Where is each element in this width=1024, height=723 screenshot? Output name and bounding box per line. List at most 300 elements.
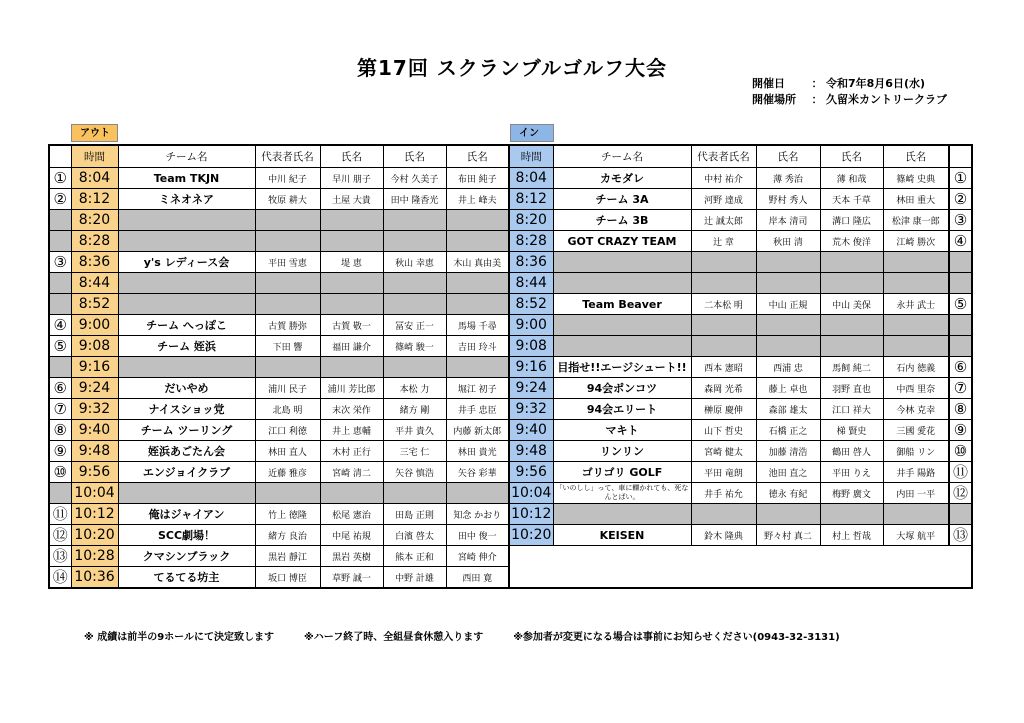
out-player-2: 緒方 剛 bbox=[383, 399, 446, 420]
out-group-mark: ⑭ bbox=[49, 567, 71, 589]
in-group-mark: ⑥ bbox=[949, 357, 972, 378]
out-player-2: 三宅 仁 bbox=[383, 441, 446, 462]
out-group-mark: ⑦ bbox=[49, 399, 71, 420]
in-player-2: 梅野 廣文 bbox=[820, 483, 883, 504]
out-player-3 bbox=[446, 294, 509, 315]
out-group-mark bbox=[49, 273, 71, 294]
out-representative: 平田 雪恵 bbox=[255, 252, 320, 273]
in-player-1 bbox=[756, 336, 820, 357]
in-tee-time: 8:44 bbox=[509, 273, 553, 294]
out-tee-time: 8:28 bbox=[71, 231, 118, 252]
out-team-name: チーム へっぽこ bbox=[118, 315, 255, 336]
out-representative bbox=[255, 294, 320, 315]
in-group-mark: ⑪ bbox=[949, 462, 972, 483]
out-player-3 bbox=[446, 231, 509, 252]
out-player-2: 矢谷 慎浩 bbox=[383, 462, 446, 483]
in-player-3 bbox=[883, 315, 949, 336]
out-tee-time: 8:44 bbox=[71, 273, 118, 294]
table-row bbox=[49, 378, 972, 399]
in-team-name: 94会エリート bbox=[553, 399, 691, 420]
in-player-1: 西浦 忠 bbox=[756, 357, 820, 378]
header-team-out: チーム名 bbox=[118, 145, 255, 168]
empty-cell bbox=[756, 546, 820, 567]
out-tee-time: 9:24 bbox=[71, 378, 118, 399]
table-header-row bbox=[49, 145, 972, 168]
out-player-2: 平井 貴久 bbox=[383, 420, 446, 441]
out-representative: 古賀 勝弥 bbox=[255, 315, 320, 336]
in-representative bbox=[691, 252, 756, 273]
out-team-name bbox=[118, 273, 255, 294]
header-name-out-3: 氏名 bbox=[446, 145, 509, 168]
header-rep-in: 代表者氏名 bbox=[691, 145, 756, 168]
in-tee-time: 9:24 bbox=[509, 378, 553, 399]
empty-cell bbox=[883, 567, 949, 589]
in-group-mark: ⑧ bbox=[949, 399, 972, 420]
out-player-2 bbox=[383, 273, 446, 294]
in-player-2: 村上 哲哉 bbox=[820, 525, 883, 546]
in-player-2: 天本 千草 bbox=[820, 189, 883, 210]
in-player-3: 今林 克幸 bbox=[883, 399, 949, 420]
date-label: 開催日 bbox=[752, 77, 785, 90]
in-player-3: 篠崎 史典 bbox=[883, 168, 949, 189]
out-representative: 下田 響 bbox=[255, 336, 320, 357]
out-team-name: チーム 姪浜 bbox=[118, 336, 255, 357]
out-team-name: エンジョイクラブ bbox=[118, 462, 255, 483]
table-row bbox=[49, 336, 972, 357]
out-group-mark: ④ bbox=[49, 315, 71, 336]
in-tee-time: 9:32 bbox=[509, 399, 553, 420]
in-player-1: 加藤 清浩 bbox=[756, 441, 820, 462]
in-group-mark bbox=[949, 273, 972, 294]
out-tee-time: 10:04 bbox=[71, 483, 118, 504]
in-player-3: 永井 武士 bbox=[883, 294, 949, 315]
in-player-2 bbox=[820, 336, 883, 357]
out-representative: 竹上 徳隆 bbox=[255, 504, 320, 525]
in-player-2: 溝口 隆広 bbox=[820, 210, 883, 231]
in-tee-time: 8:12 bbox=[509, 189, 553, 210]
out-player-3: 林田 貴光 bbox=[446, 441, 509, 462]
in-team-name: チーム 3A bbox=[553, 189, 691, 210]
in-player-2: 馬飼 純二 bbox=[820, 357, 883, 378]
in-player-1 bbox=[756, 273, 820, 294]
in-player-2 bbox=[820, 252, 883, 273]
out-group-mark: ③ bbox=[49, 252, 71, 273]
out-team-name: チーム ツーリング bbox=[118, 420, 255, 441]
out-player-3 bbox=[446, 273, 509, 294]
out-group-mark: ② bbox=[49, 189, 71, 210]
out-player-1 bbox=[320, 294, 383, 315]
out-team-name bbox=[118, 210, 255, 231]
in-representative: 平田 竜朗 bbox=[691, 462, 756, 483]
in-group-mark: ④ bbox=[949, 231, 972, 252]
in-player-1: 池田 直之 bbox=[756, 462, 820, 483]
out-player-3: 井手 忠臣 bbox=[446, 399, 509, 420]
out-player-2: 秋山 幸恵 bbox=[383, 252, 446, 273]
in-player-2 bbox=[820, 504, 883, 525]
in-player-2: 荒木 俊洋 bbox=[820, 231, 883, 252]
out-group-mark: ⑧ bbox=[49, 420, 71, 441]
in-player-3 bbox=[883, 504, 949, 525]
in-player-2 bbox=[820, 315, 883, 336]
in-team-name: チーム 3B bbox=[553, 210, 691, 231]
out-tee-time: 8:20 bbox=[71, 210, 118, 231]
date-colon: ： bbox=[811, 77, 823, 90]
out-representative bbox=[255, 483, 320, 504]
header-name-in-2: 氏名 bbox=[820, 145, 883, 168]
out-tee-time: 9:00 bbox=[71, 315, 118, 336]
header-rep-out: 代表者氏名 bbox=[255, 145, 320, 168]
out-player-1: 福田 謙介 bbox=[320, 336, 383, 357]
event-date bbox=[752, 76, 925, 91]
out-team-name bbox=[118, 231, 255, 252]
out-player-1: 早川 朋子 bbox=[320, 168, 383, 189]
in-representative: 榊原 慶伸 bbox=[691, 399, 756, 420]
out-player-1: 井上 恵輔 bbox=[320, 420, 383, 441]
table-row bbox=[49, 210, 972, 231]
out-group-mark bbox=[49, 357, 71, 378]
table-row bbox=[49, 504, 972, 525]
out-group-mark: ⑪ bbox=[49, 504, 71, 525]
out-tee-time: 9:16 bbox=[71, 357, 118, 378]
in-player-2: 中山 美保 bbox=[820, 294, 883, 315]
out-representative: 近藤 雅彦 bbox=[255, 462, 320, 483]
out-tee-time: 9:08 bbox=[71, 336, 118, 357]
table-row bbox=[49, 231, 972, 252]
empty-cell bbox=[949, 546, 972, 567]
out-player-1: 木村 正行 bbox=[320, 441, 383, 462]
footer-notes bbox=[84, 628, 870, 643]
empty-cell bbox=[820, 546, 883, 567]
out-player-2: 田中 隆香光 bbox=[383, 189, 446, 210]
out-tee-time: 10:36 bbox=[71, 567, 118, 589]
in-player-3: 江崎 勝次 bbox=[883, 231, 949, 252]
out-tee-time: 9:32 bbox=[71, 399, 118, 420]
in-player-1: 森部 雄太 bbox=[756, 399, 820, 420]
out-player-2: 熊本 正和 bbox=[383, 546, 446, 567]
in-player-1 bbox=[756, 252, 820, 273]
in-player-2 bbox=[820, 273, 883, 294]
in-player-3: 大塚 航平 bbox=[883, 525, 949, 546]
table-row bbox=[49, 252, 972, 273]
out-tee-time: 9:48 bbox=[71, 441, 118, 462]
out-player-3: 木山 真由美 bbox=[446, 252, 509, 273]
table-row bbox=[49, 546, 972, 567]
out-team-name: SCC劇場！ bbox=[118, 525, 255, 546]
in-group-mark: ⑦ bbox=[949, 378, 972, 399]
footer-note-2: ※ハーフ終了時、全組昼食休憩入ります bbox=[303, 632, 484, 643]
out-player-2 bbox=[383, 294, 446, 315]
in-player-3 bbox=[883, 273, 949, 294]
in-player-3: 三國 愛花 bbox=[883, 420, 949, 441]
in-representative bbox=[691, 315, 756, 336]
in-representative: 井手 祐允 bbox=[691, 483, 756, 504]
out-player-1 bbox=[320, 483, 383, 504]
in-group-mark bbox=[949, 504, 972, 525]
in-representative: 森岡 光希 bbox=[691, 378, 756, 399]
out-representative: 中川 紀子 bbox=[255, 168, 320, 189]
in-player-2: 江口 祥大 bbox=[820, 399, 883, 420]
out-tee-time: 10:28 bbox=[71, 546, 118, 567]
in-team-name: GOT CRAZY TEAM bbox=[553, 231, 691, 252]
out-player-2: 田島 正則 bbox=[383, 504, 446, 525]
place-colon: ： bbox=[811, 93, 823, 106]
date-value: 令和7年8月6日(水) bbox=[826, 77, 926, 90]
in-representative: 辻 誠太郎 bbox=[691, 210, 756, 231]
in-tee-time: 8:52 bbox=[509, 294, 553, 315]
in-tee-time: 10:20 bbox=[509, 525, 553, 546]
in-tee-time: 9:00 bbox=[509, 315, 553, 336]
in-group-mark bbox=[949, 336, 972, 357]
out-player-1: 松尾 憲治 bbox=[320, 504, 383, 525]
out-player-2 bbox=[383, 483, 446, 504]
table-row bbox=[49, 483, 972, 504]
out-player-1: 宮崎 清二 bbox=[320, 462, 383, 483]
table-row bbox=[49, 357, 972, 378]
out-tee-time: 8:36 bbox=[71, 252, 118, 273]
table-row bbox=[49, 168, 972, 189]
out-player-3 bbox=[446, 357, 509, 378]
in-team-name: カモダレ bbox=[553, 168, 691, 189]
place-label: 開催場所 bbox=[752, 93, 796, 106]
in-representative: 河野 達成 bbox=[691, 189, 756, 210]
in-team-name: 「いのしし」って、車に轢かれても、死なんとばい。 bbox=[553, 483, 691, 504]
out-player-2 bbox=[383, 357, 446, 378]
out-representative bbox=[255, 357, 320, 378]
out-team-name: 姪浜あごたん会 bbox=[118, 441, 255, 462]
out-representative: 緒方 良治 bbox=[255, 525, 320, 546]
in-team-name: ゴリゴリ GOLF bbox=[553, 462, 691, 483]
out-tee-time: 10:20 bbox=[71, 525, 118, 546]
out-player-1 bbox=[320, 357, 383, 378]
in-player-1: 中山 正規 bbox=[756, 294, 820, 315]
table-row bbox=[49, 525, 972, 546]
in-team-name bbox=[553, 336, 691, 357]
in-group-mark bbox=[949, 252, 972, 273]
empty-cell bbox=[553, 546, 691, 567]
footer-note-1: ※ 成績は前半の9ホールにて決定致します bbox=[84, 632, 274, 643]
out-group-mark bbox=[49, 231, 71, 252]
in-representative: 西本 憲昭 bbox=[691, 357, 756, 378]
out-player-1: 草野 誠一 bbox=[320, 567, 383, 589]
out-player-1: 浦川 芳比郎 bbox=[320, 378, 383, 399]
header-name-in-3: 氏名 bbox=[883, 145, 949, 168]
in-team-name: KEISEN bbox=[553, 525, 691, 546]
in-player-3: 石内 徳義 bbox=[883, 357, 949, 378]
out-representative: 黒岩 靜江 bbox=[255, 546, 320, 567]
in-player-3 bbox=[883, 336, 949, 357]
table-row bbox=[49, 273, 972, 294]
header-name-out-2: 氏名 bbox=[383, 145, 446, 168]
out-course-badge: アウト bbox=[71, 124, 118, 142]
out-representative bbox=[255, 210, 320, 231]
out-player-3: 馬場 千尋 bbox=[446, 315, 509, 336]
in-tee-time: 9:56 bbox=[509, 462, 553, 483]
in-team-name: リンリン bbox=[553, 441, 691, 462]
empty-cell bbox=[820, 567, 883, 589]
out-group-mark: ① bbox=[49, 168, 71, 189]
out-representative: 浦川 民子 bbox=[255, 378, 320, 399]
out-representative: 坂口 博臣 bbox=[255, 567, 320, 589]
in-group-mark: ① bbox=[949, 168, 972, 189]
table-row bbox=[49, 399, 972, 420]
out-team-name: クマシンブラック bbox=[118, 546, 255, 567]
in-player-1: 藤上 卓也 bbox=[756, 378, 820, 399]
out-player-2: 篠崎 駿一 bbox=[383, 336, 446, 357]
out-tee-time: 8:52 bbox=[71, 294, 118, 315]
header-mark-right bbox=[949, 145, 972, 168]
out-group-mark bbox=[49, 210, 71, 231]
empty-cell bbox=[756, 567, 820, 589]
out-player-1: 古賀 敬一 bbox=[320, 315, 383, 336]
in-player-1: 野村 秀人 bbox=[756, 189, 820, 210]
in-team-name: マキト bbox=[553, 420, 691, 441]
out-team-name: Team TKJN bbox=[118, 168, 255, 189]
in-group-mark bbox=[949, 315, 972, 336]
out-tee-time: 9:56 bbox=[71, 462, 118, 483]
table-row bbox=[49, 441, 972, 462]
in-player-3: 内田 一平 bbox=[883, 483, 949, 504]
out-player-3 bbox=[446, 210, 509, 231]
in-player-1 bbox=[756, 504, 820, 525]
out-player-1: 黒岩 英樹 bbox=[320, 546, 383, 567]
out-team-name bbox=[118, 357, 255, 378]
in-tee-time: 9:16 bbox=[509, 357, 553, 378]
in-player-1: 石橋 正之 bbox=[756, 420, 820, 441]
in-player-2: 羽野 直也 bbox=[820, 378, 883, 399]
in-group-mark: ⑤ bbox=[949, 294, 972, 315]
table-row bbox=[49, 567, 972, 589]
out-player-1: 末次 栄作 bbox=[320, 399, 383, 420]
out-team-name: 俺はジャイアン bbox=[118, 504, 255, 525]
in-representative: 宮崎 健太 bbox=[691, 441, 756, 462]
header-time-in: 時間 bbox=[509, 145, 553, 168]
out-player-3: 西田 寛 bbox=[446, 567, 509, 589]
out-representative bbox=[255, 273, 320, 294]
in-team-name: Team Beaver bbox=[553, 294, 691, 315]
out-player-1 bbox=[320, 231, 383, 252]
in-representative bbox=[691, 273, 756, 294]
out-player-3: 田中 俊一 bbox=[446, 525, 509, 546]
in-tee-time: 10:04 bbox=[509, 483, 553, 504]
in-player-2: 鶴田 啓人 bbox=[820, 441, 883, 462]
out-group-mark bbox=[49, 483, 71, 504]
out-player-1: 中尾 祐規 bbox=[320, 525, 383, 546]
in-tee-time: 8:36 bbox=[509, 252, 553, 273]
in-player-2: 平田 りえ bbox=[820, 462, 883, 483]
out-group-mark: ⑨ bbox=[49, 441, 71, 462]
out-player-1: 土屋 大貴 bbox=[320, 189, 383, 210]
out-player-3: 堀江 初子 bbox=[446, 378, 509, 399]
empty-cell bbox=[949, 567, 972, 589]
in-team-name bbox=[553, 315, 691, 336]
in-team-name bbox=[553, 252, 691, 273]
page-title: 第17回 スクランブルゴルフ大会 bbox=[357, 56, 667, 80]
event-place bbox=[752, 92, 947, 107]
out-player-3: 宮崎 伸介 bbox=[446, 546, 509, 567]
in-tee-time: 9:40 bbox=[509, 420, 553, 441]
in-tee-time: 10:12 bbox=[509, 504, 553, 525]
header-name-in-1: 氏名 bbox=[756, 145, 820, 168]
in-representative: 山下 哲史 bbox=[691, 420, 756, 441]
tee-time-table bbox=[48, 144, 973, 589]
in-tee-time: 8:28 bbox=[509, 231, 553, 252]
empty-cell bbox=[553, 567, 691, 589]
out-team-name: y's レディース会 bbox=[118, 252, 255, 273]
out-team-name bbox=[118, 294, 255, 315]
out-group-mark: ⑤ bbox=[49, 336, 71, 357]
in-team-name bbox=[553, 273, 691, 294]
in-representative: 鈴木 隆典 bbox=[691, 525, 756, 546]
out-player-2: 中野 計雄 bbox=[383, 567, 446, 589]
out-tee-time: 10:12 bbox=[71, 504, 118, 525]
table-row bbox=[49, 294, 972, 315]
in-player-1: 徳永 有紀 bbox=[756, 483, 820, 504]
out-player-3: 布田 純子 bbox=[446, 168, 509, 189]
in-group-mark: ⑫ bbox=[949, 483, 972, 504]
empty-cell bbox=[691, 546, 756, 567]
in-representative: 辻 章 bbox=[691, 231, 756, 252]
in-player-2: 梯 賢史 bbox=[820, 420, 883, 441]
out-group-mark: ⑫ bbox=[49, 525, 71, 546]
out-group-mark bbox=[49, 294, 71, 315]
header-time-out: 時間 bbox=[71, 145, 118, 168]
in-team-name bbox=[553, 504, 691, 525]
in-player-3: 松津 康一郎 bbox=[883, 210, 949, 231]
out-player-3: 吉田 玲斗 bbox=[446, 336, 509, 357]
empty-cell bbox=[509, 546, 553, 567]
out-player-2: 白濱 啓太 bbox=[383, 525, 446, 546]
out-tee-time: 9:40 bbox=[71, 420, 118, 441]
in-player-1: 岸本 清司 bbox=[756, 210, 820, 231]
out-team-name bbox=[118, 483, 255, 504]
empty-cell bbox=[691, 567, 756, 589]
out-team-name: ミネオネア bbox=[118, 189, 255, 210]
table-row bbox=[49, 189, 972, 210]
in-representative bbox=[691, 504, 756, 525]
out-player-3: 知念 かおり bbox=[446, 504, 509, 525]
in-representative: 中村 祐介 bbox=[691, 168, 756, 189]
table-row bbox=[49, 462, 972, 483]
out-representative: 林田 直人 bbox=[255, 441, 320, 462]
out-player-2: 冨安 正一 bbox=[383, 315, 446, 336]
in-team-name: 目指せ!!エージシュート!! bbox=[553, 357, 691, 378]
in-player-3: 林田 重大 bbox=[883, 189, 949, 210]
in-tee-time: 8:04 bbox=[509, 168, 553, 189]
empty-cell bbox=[509, 567, 553, 589]
in-tee-time: 9:48 bbox=[509, 441, 553, 462]
out-team-name: だいやめ bbox=[118, 378, 255, 399]
out-player-2 bbox=[383, 210, 446, 231]
in-player-3 bbox=[883, 252, 949, 273]
out-tee-time: 8:12 bbox=[71, 189, 118, 210]
out-player-1 bbox=[320, 273, 383, 294]
header-team-in: チーム名 bbox=[553, 145, 691, 168]
in-representative bbox=[691, 336, 756, 357]
out-player-2: 本松 力 bbox=[383, 378, 446, 399]
table-row bbox=[49, 420, 972, 441]
in-team-name: 94会ポンコツ bbox=[553, 378, 691, 399]
in-player-3: 井手 陽路 bbox=[883, 462, 949, 483]
out-representative: 牧原 耕大 bbox=[255, 189, 320, 210]
out-tee-time: 8:04 bbox=[71, 168, 118, 189]
header-name-out-1: 氏名 bbox=[320, 145, 383, 168]
out-representative: 北島 明 bbox=[255, 399, 320, 420]
in-group-mark: ⑩ bbox=[949, 441, 972, 462]
empty-cell bbox=[883, 546, 949, 567]
in-group-mark: ⑬ bbox=[949, 525, 972, 546]
out-representative bbox=[255, 231, 320, 252]
in-player-3: 中西 里奈 bbox=[883, 378, 949, 399]
